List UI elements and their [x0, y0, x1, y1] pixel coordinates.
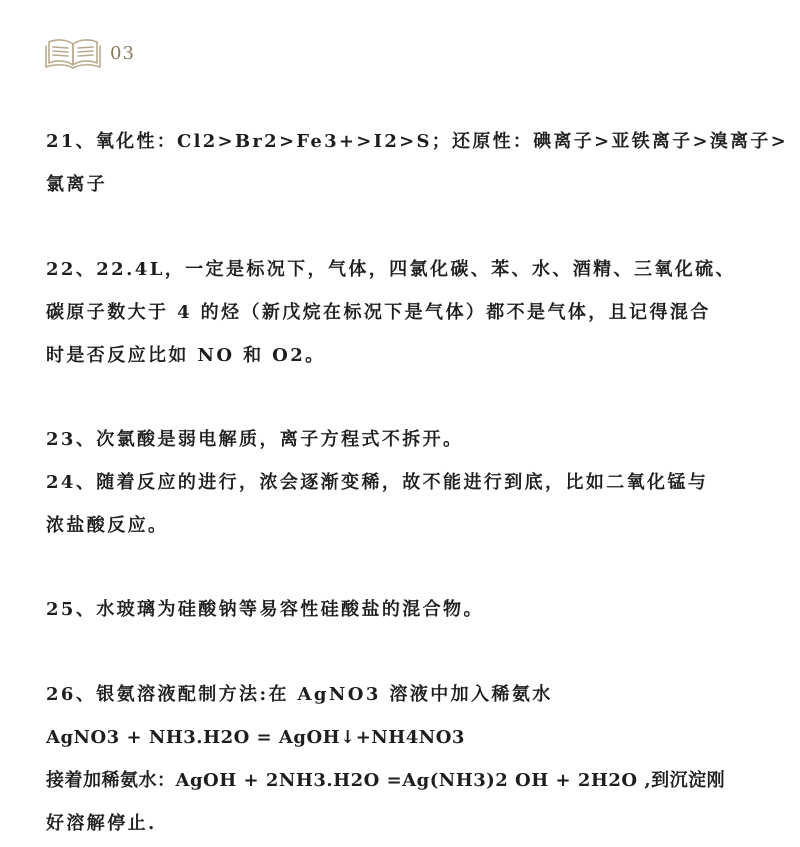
item-24-line-1: 24、随着反应的进行，浓会逐渐变稀，故不能进行到底，比如二氧化锰与 [46, 472, 709, 493]
item-23-line-1: 23、次氯酸是弱电解质，离子方程式不拆开。 [46, 429, 464, 450]
item-21-line-2: 氯离子 [46, 174, 108, 195]
item-24-line-2: 浓盐酸反应。 [46, 515, 169, 536]
section-header [44, 36, 135, 70]
open-book-icon [44, 36, 102, 70]
item-22-line-1: 22、22.4L，一定是标况下，气体，四氯化碳、苯、水、酒精、三氧化硫、 [46, 259, 736, 280]
section-number: 03 [110, 42, 135, 64]
item-26-line-3: 接着加稀氨水：AgOH + 2NH3.H2O =Ag(NH3)2 OH + 2H2O ,到沉淀刚 [46, 770, 726, 791]
item-26-line-1: 26、银氨溶液配制方法:在 AgNO3 溶液中加入稀氨水 [46, 684, 553, 705]
item-22-line-2: 碳原子数大于 4 的烃（新戊烷在标况下是气体）都不是气体，且记得混合 [46, 302, 711, 323]
item-21-line-1: 21、氧化性：Cl2>Br2>Fe3+>I2>S；还原性：碘离子>亚铁离子>溴离子> [46, 131, 789, 152]
item-26-line-4: 好溶解停止. [46, 813, 157, 834]
item-25-line-1: 25、水玻璃为硅酸钠等易容性硅酸盐的混合物。 [46, 599, 484, 620]
item-22-line-3: 时是否反应比如 NO 和 O2。 [46, 345, 326, 366]
item-26-line-2: AgNO3 + NH3.H2O = AgOH↓+NH4NO3 [46, 727, 465, 748]
